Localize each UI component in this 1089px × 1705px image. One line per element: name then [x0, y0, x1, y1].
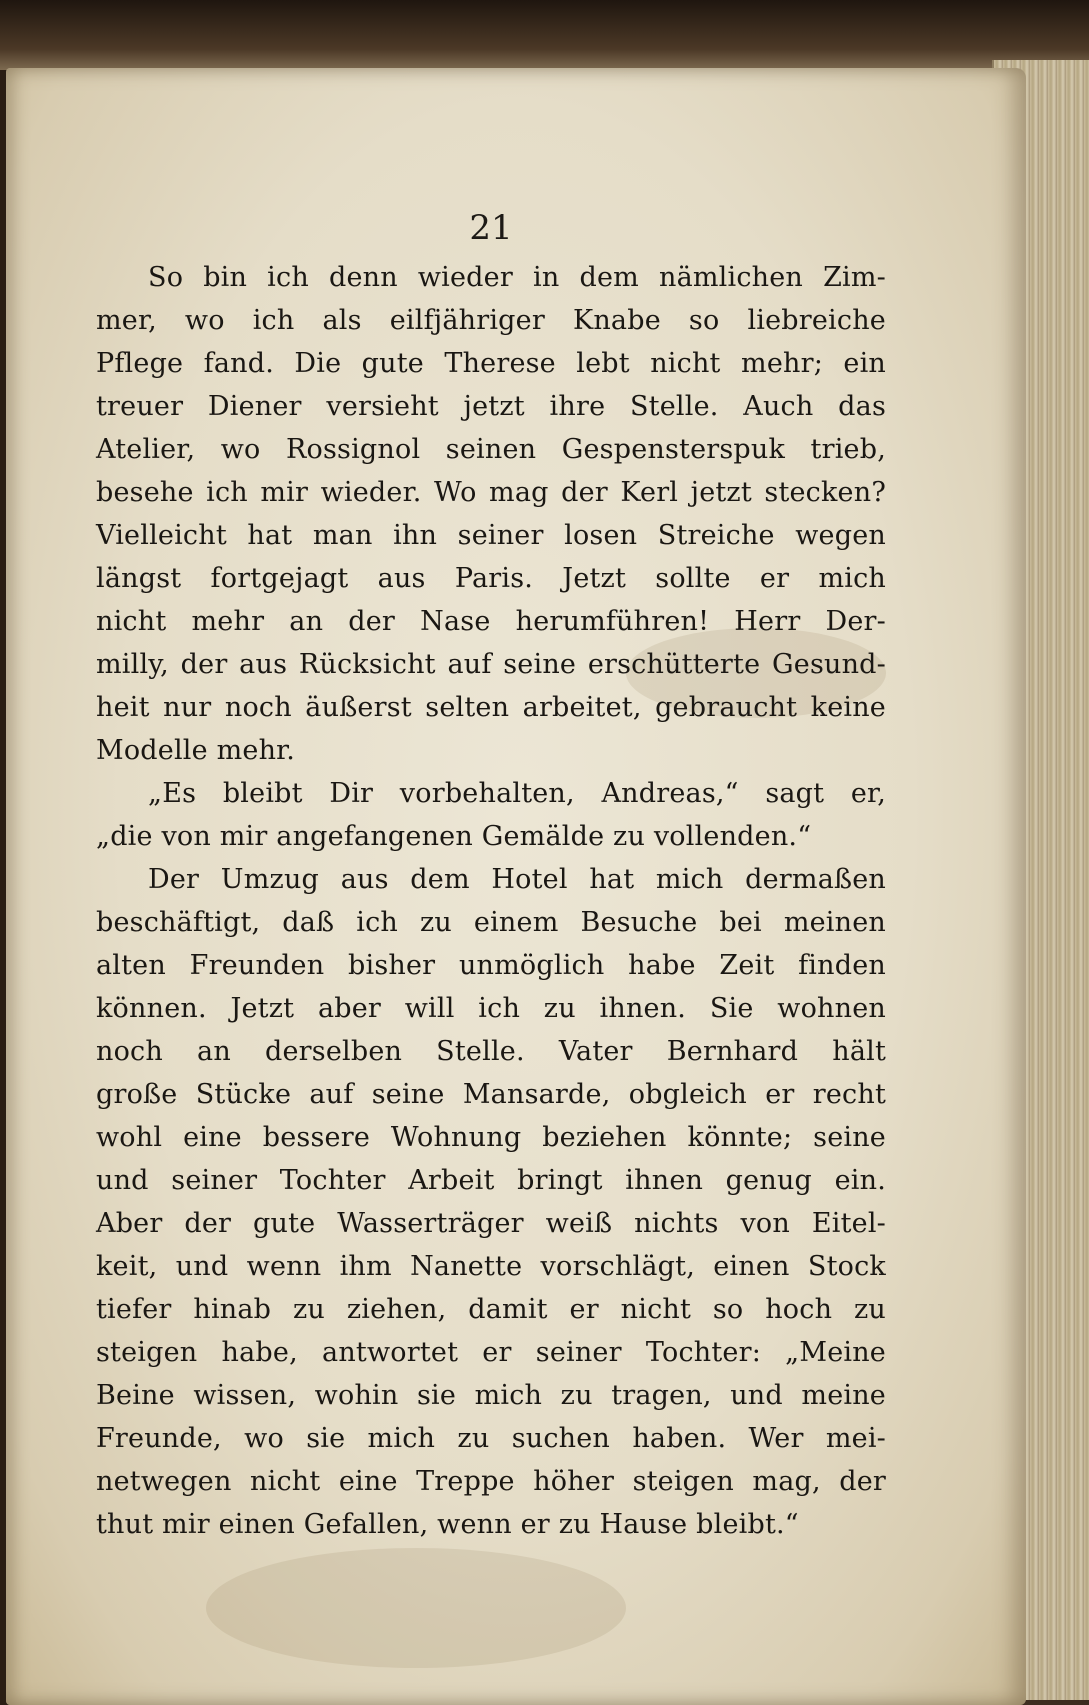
text-line: Vielleicht hat man ihn seiner losen Streiche wegen: [96, 520, 886, 551]
text-line: So bin ich denn wieder in dem nämlichen Zim-: [148, 262, 886, 293]
text-line: große Stücke auf seine Mansarde, obgleich er recht: [96, 1079, 886, 1110]
text-line: Atelier, wo Rossignol seinen Gespensterspuk trieb,: [96, 434, 886, 465]
text-line: und seiner Tochter Arbeit bringt ihnen genug ein.: [96, 1165, 886, 1196]
text-line: Aber der gute Wasserträger weiß nichts von Eitel-: [96, 1208, 886, 1239]
book-page: [6, 68, 1026, 1705]
text-line: milly, der aus Rücksicht auf seine erschütterte Gesund-: [96, 649, 886, 680]
page-number: 21: [469, 208, 513, 248]
text-line: Modelle mehr.: [96, 735, 296, 766]
text-line: steigen habe, antwortet er seiner Tochter: „Meine: [96, 1337, 886, 1368]
book-top-edge: [0, 0, 1089, 70]
text-line: Freunde, wo sie mich zu suchen haben. Wer mei-: [96, 1423, 886, 1454]
text-line: Beine wissen, wohin sie mich zu tragen, und meine: [96, 1380, 886, 1411]
text-line: besehe ich mir wieder. Wo mag der Kerl jetzt stecken?: [96, 477, 886, 508]
text-line: noch an derselben Stelle. Vater Bernhard hält: [96, 1036, 886, 1067]
text-line: tiefer hinab zu ziehen, damit er nicht so hoch zu: [96, 1294, 886, 1325]
text-line: keit, und wenn ihm Nanette vorschlägt, einen Stock: [96, 1251, 886, 1282]
text-line: nicht mehr an der Nase herumführen! Herr Der-: [96, 606, 886, 637]
text-line: „die von mir angefangenen Gemälde zu vollenden.“: [96, 821, 812, 852]
page-stain: [206, 1548, 626, 1668]
text-line: alten Freunden bisher unmöglich habe Zeit finden: [96, 950, 886, 981]
body-text: [96, 256, 886, 1546]
text-line: wohl eine bessere Wohnung beziehen könnte; seine: [96, 1122, 886, 1153]
text-line: mer, wo ich als eilfjähriger Knabe so liebreiche: [96, 305, 886, 336]
text-line: treuer Diener versieht jetzt ihre Stelle. Auch das: [96, 391, 886, 422]
text-line: Pflege fand. Die gute Therese lebt nicht mehr; ein: [96, 348, 886, 379]
text-line: netwegen nicht eine Treppe höher steigen mag, der: [96, 1466, 886, 1497]
text-line: können. Jetzt aber will ich zu ihnen. Sie wohnen: [96, 993, 886, 1024]
text-line: längst fortgejagt aus Paris. Jetzt sollte er mich: [96, 563, 886, 594]
text-line: Der Umzug aus dem Hotel hat mich dermaßen: [148, 864, 886, 895]
text-line: thut mir einen Gefallen, wenn er zu Hause bleibt.“: [96, 1509, 799, 1540]
text-line: heit nur noch äußerst selten arbeitet, gebraucht keine: [96, 692, 886, 723]
text-line: „Es bleibt Dir vorbehalten, Andreas,“ sagt er,: [148, 778, 886, 809]
text-line: beschäftigt, daß ich zu einem Besuche bei meinen: [96, 907, 886, 938]
